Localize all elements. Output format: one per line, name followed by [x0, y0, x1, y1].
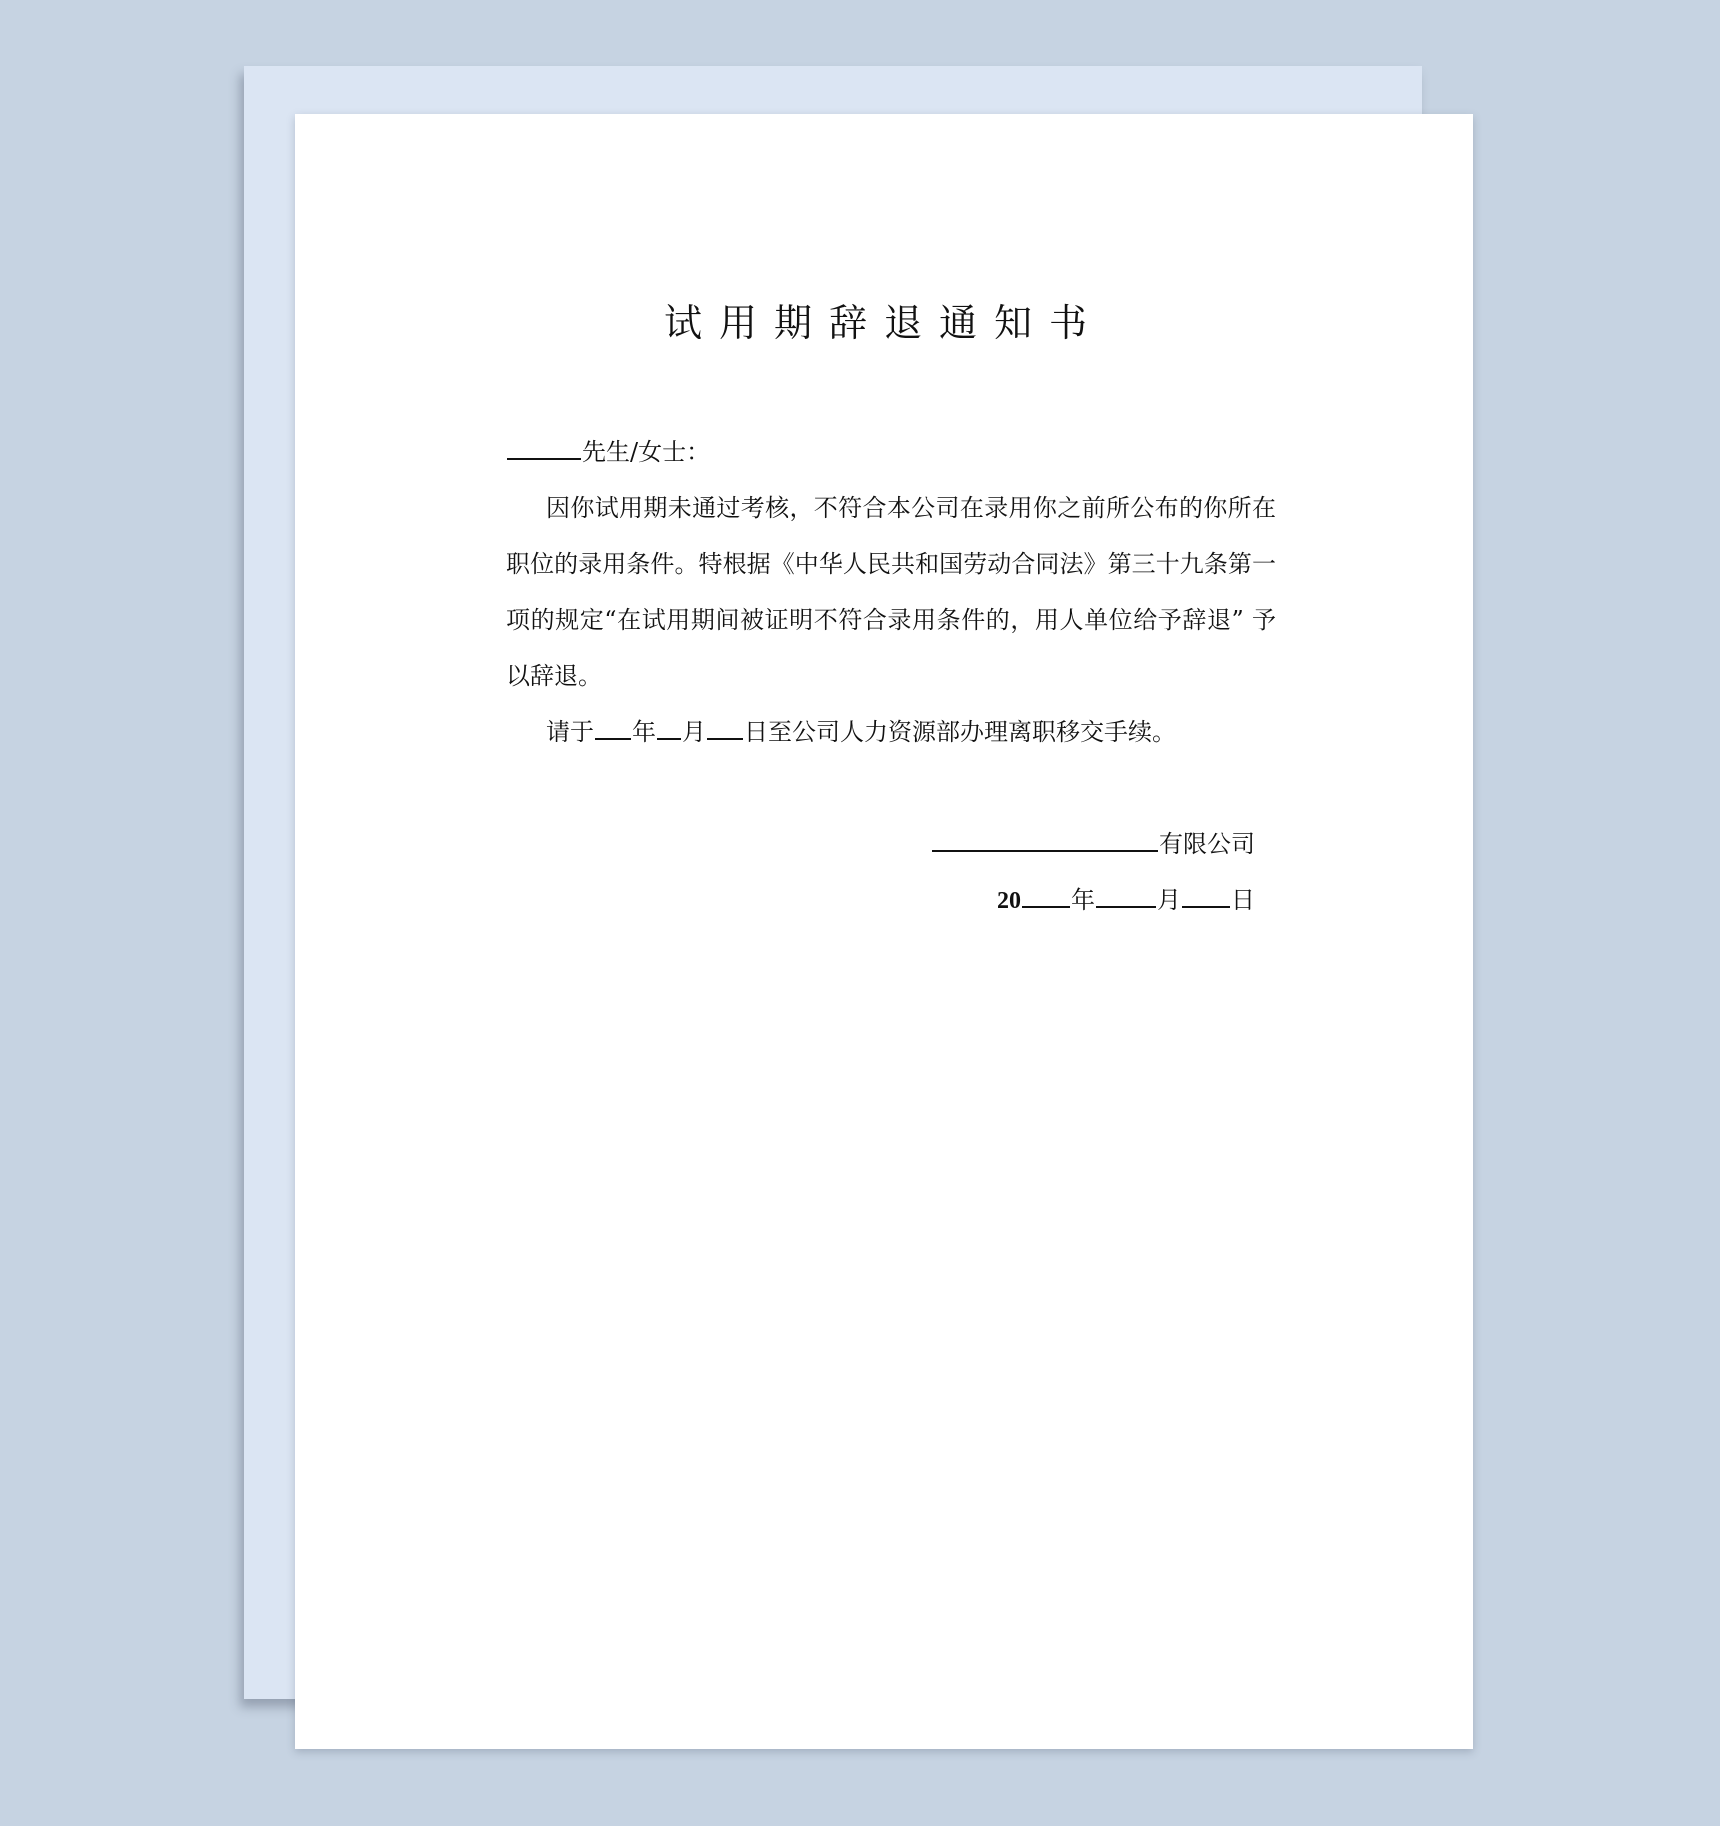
document-title: 试用期辞退通知书 — [663, 301, 1104, 345]
sign-day-blank — [1182, 884, 1230, 908]
notice-paragraph: 因你试用期未通过考核，不符合本公司在录用你之前所公布的你所在职位的录用条件。特根据《中华人民共和国劳动合同法》第三十九条第一项的规定“在试用期间被证明不符合录用条件的，用人单位给予辞退” 予以辞退。 — [506, 494, 1276, 690]
sign-month-blank — [1096, 884, 1156, 908]
sign-day: 日 — [1231, 886, 1255, 914]
instruction-line — [506, 704, 1276, 760]
company-name-blank — [932, 828, 1158, 852]
day-blank — [707, 716, 743, 740]
signature-block — [931, 816, 1255, 929]
year-blank — [595, 716, 631, 740]
month-blank — [657, 716, 681, 740]
date-line — [931, 872, 1255, 929]
instruction-month: 月 — [682, 718, 706, 746]
company-suffix: 有限公司 — [1159, 830, 1255, 858]
name-blank — [507, 436, 581, 460]
instruction-year: 年 — [632, 718, 656, 746]
document-page — [295, 114, 1473, 1749]
instruction-suffix: 日至公司人力资源部办理离职移交手续。 — [744, 718, 1176, 746]
salutation-line — [506, 424, 1276, 480]
company-line — [931, 816, 1255, 872]
sign-month: 月 — [1157, 886, 1181, 914]
date-prefix: 20 — [997, 888, 1021, 914]
sign-year: 年 — [1071, 886, 1095, 914]
instruction-prefix: 请于 — [546, 718, 594, 746]
salutation-text: 先生/女士： — [582, 438, 711, 466]
sign-year-blank — [1022, 884, 1070, 908]
